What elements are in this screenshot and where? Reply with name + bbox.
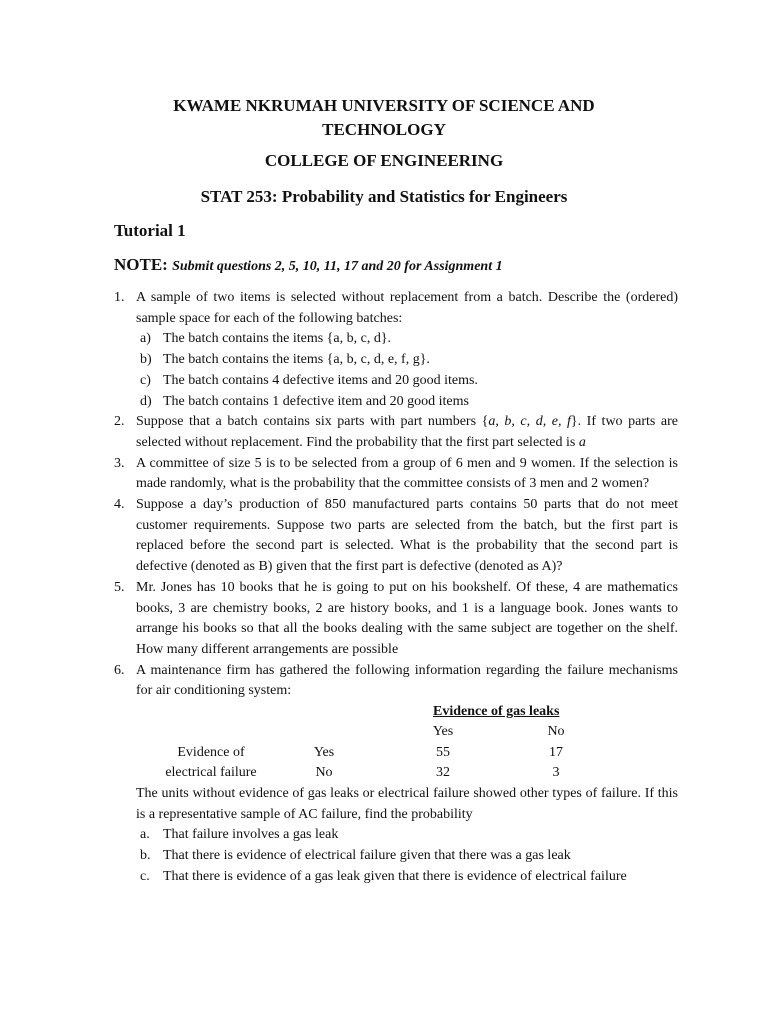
question-text: A committee of size 5 is to be selected from a group of 6 men and 9 women. If the selection is made randomly, what is the probability that the committee consists of 3 men and 2 women? <box>136 455 678 492</box>
note <box>114 255 503 275</box>
question-number: 2. <box>114 414 125 430</box>
question-text-part-2: }. If two parts are selected without replacement. Find the probability that the first part selected is <box>136 414 678 450</box>
sub-item <box>114 371 678 392</box>
question-number: 1. <box>114 290 125 305</box>
failure-table <box>136 702 678 784</box>
question-3 <box>114 454 678 495</box>
university-title-line-2: TECHNOLOGY <box>322 120 446 139</box>
sub-item-text: That there is evidence of a gas leak given that there is evidence of electrical failure <box>163 868 627 884</box>
college-title: COLLEGE OF ENGINEERING <box>264 151 504 170</box>
row-label-line-1: Evidence of <box>177 745 245 761</box>
question-2 <box>114 412 678 453</box>
question-text: A maintenance firm has gathered the following information regarding the failure mechanisms for air conditioning system: <box>136 662 678 699</box>
question-6 <box>114 661 678 702</box>
sub-item-label: a. <box>140 827 150 843</box>
question-text: Suppose a day’s production of 850 manufactured parts contains 50 parts that do not meet customer requirements. Suppose two parts are selected from the batch, but the first part is replaced before the second part is selected. What is the probability that the second part is defective (denoted as B) given that the first part is defective (denoted as A)? <box>136 497 678 575</box>
question-text-part-1: Suppose that a batch contains six parts with part numbers { <box>136 414 489 430</box>
table-cell: 3 <box>552 765 560 781</box>
sub-item <box>114 329 678 350</box>
question-list <box>114 288 678 888</box>
question-1 <box>114 288 678 329</box>
sub-item-label: c) <box>140 372 151 388</box>
sub-item-text: The batch contains 1 defective item and 20 good items <box>163 393 469 409</box>
note-text: Submit questions 2, 5, 10, 11, 17 and 20 for Assignment 1 <box>172 259 503 274</box>
sub-item-label: b) <box>140 352 152 368</box>
sub-item-label: a) <box>140 331 151 347</box>
question-number: 6. <box>114 662 125 678</box>
sub-item <box>114 846 678 867</box>
part-number-set: a, b, c, d, e, f <box>488 414 571 430</box>
table-cell: 32 <box>436 765 450 781</box>
question-number: 4. <box>114 497 125 513</box>
question-text: The units without evidence of gas leaks or electrical failure showed other types of failure. If this is a representative sample of AC failure, find the probability <box>136 786 678 822</box>
sub-item <box>114 350 678 371</box>
part-variable: a <box>578 434 586 450</box>
sub-item-text: The batch contains the items {a, b, c, d}. <box>163 331 392 347</box>
course-title: STAT 253: Probability and Statistics for Engineers <box>200 187 568 206</box>
question-text: A sample of two items is selected without replacement from a batch. Describe the (ordered) sample space for each of the following batches: <box>136 290 678 326</box>
question-6-continuation <box>114 784 678 825</box>
note-label: NOTE: <box>114 255 168 274</box>
sub-item-text: The batch contains 4 defective items and 20 good items. <box>163 372 478 388</box>
sub-item-label: b. <box>140 848 151 864</box>
row-header-yes: Yes <box>313 745 335 761</box>
question-number: 5. <box>114 579 125 595</box>
row-label-line-2: electrical failure <box>165 765 257 781</box>
column-header-no: No <box>547 724 565 740</box>
sub-item <box>114 392 678 413</box>
sub-item-label: d) <box>140 393 152 409</box>
sub-item-text: That there is evidence of electrical failure given that there was a gas leak <box>163 848 571 864</box>
university-title <box>0 94 768 142</box>
column-header-yes: Yes <box>432 724 454 740</box>
tutorial-heading: Tutorial 1 <box>114 221 186 240</box>
table-cell: 55 <box>436 745 450 761</box>
question-number: 3. <box>114 455 125 471</box>
sub-item-text: The batch contains the items {a, b, c, d, e, f, g}. <box>163 352 430 368</box>
sub-item <box>114 825 678 846</box>
university-title-line-1: KWAME NKRUMAH UNIVERSITY OF SCIENCE AND <box>173 96 595 115</box>
sub-item-label: c. <box>140 868 150 884</box>
question-5 <box>114 578 678 661</box>
table-title: Evidence of gas leaks <box>433 704 560 720</box>
sub-item-text: That failure involves a gas leak <box>163 827 339 843</box>
sub-item <box>114 867 678 888</box>
table-cell: 17 <box>549 745 563 761</box>
question-text: Mr. Jones has 10 books that he is going to put on his bookshelf. Of these, 4 are mathematics books, 3 are chemistry books, 2 are history books, and 1 is a language book. Jones wants to arrange his books so that all the books dealing with the same subject are together on the shelf. How many different arrangements are possible <box>136 579 678 657</box>
row-header-no: No <box>315 765 333 781</box>
question-4 <box>114 495 678 578</box>
